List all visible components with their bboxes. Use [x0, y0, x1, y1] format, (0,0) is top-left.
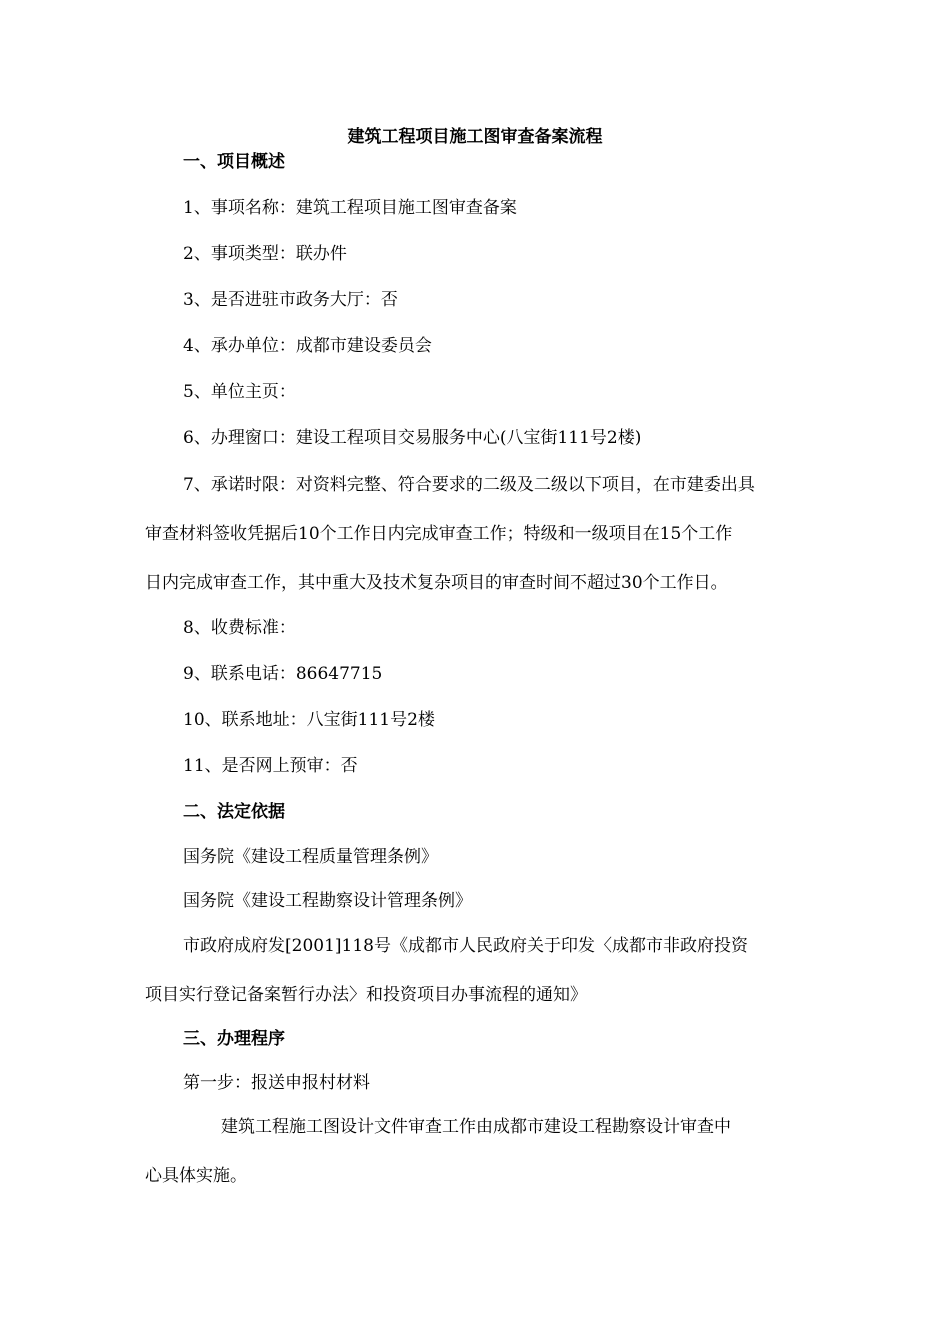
legal-reference-continuation: 项目实行登记备案暂行办法〉和投资项目办事流程的通知》: [145, 985, 587, 1005]
list-item: 1、事项名称：建筑工程项目施工图审查备案: [183, 198, 517, 218]
list-item-continuation: 审查材料签收凭据后10个工作日内完成审查工作；特级和一级项目在15个工作: [145, 524, 733, 544]
section-heading-procedure: 三、办理程序: [183, 1029, 285, 1049]
section-heading-overview: 一、项目概述: [183, 152, 285, 172]
list-item: 6、办理窗口：建设工程项目交易服务中心(八宝街111号2楼): [183, 428, 642, 448]
list-item: 2、事项类型：联办件: [183, 244, 347, 264]
list-item: 3、是否进驻市政务大厅：否: [183, 290, 398, 310]
list-item: 11、是否网上预审：否: [183, 756, 358, 776]
document-title: 建筑工程项目施工图审查备案流程: [347, 127, 603, 147]
list-item-continuation: 日内完成审查工作，其中重大及技术复杂项目的审查时间不超过30个工作日。: [145, 573, 728, 593]
legal-reference: 国务院《建设工程勘察设计管理条例》: [183, 891, 472, 911]
procedure-paragraph: 建筑工程施工图设计文件审查工作由成都市建设工程勘察设计审查中: [221, 1117, 731, 1137]
list-item: 8、收费标准：: [183, 618, 296, 638]
list-item: 10、联系地址：八宝街111号2楼: [183, 710, 435, 730]
legal-reference: 市政府成府发[2001]118号《成都市人民政府关于印发〈成都市非政府投资: [183, 936, 748, 956]
list-item: 4、承办单位：成都市建设委员会: [183, 336, 432, 356]
list-item: 9、联系电话：86647715: [183, 664, 383, 684]
procedure-paragraph-continuation: 心具体实施。: [145, 1166, 247, 1186]
section-heading-legal-basis: 二、法定依据: [183, 802, 285, 822]
list-item: 5、单位主页：: [183, 382, 296, 402]
list-item: 7、承诺时限：对资料完整、符合要求的二级及二级以下项目，在市建委出具: [183, 475, 755, 495]
procedure-step: 第一步：报送申报村材料: [183, 1073, 370, 1093]
legal-reference: 国务院《建设工程质量管理条例》: [183, 847, 438, 867]
